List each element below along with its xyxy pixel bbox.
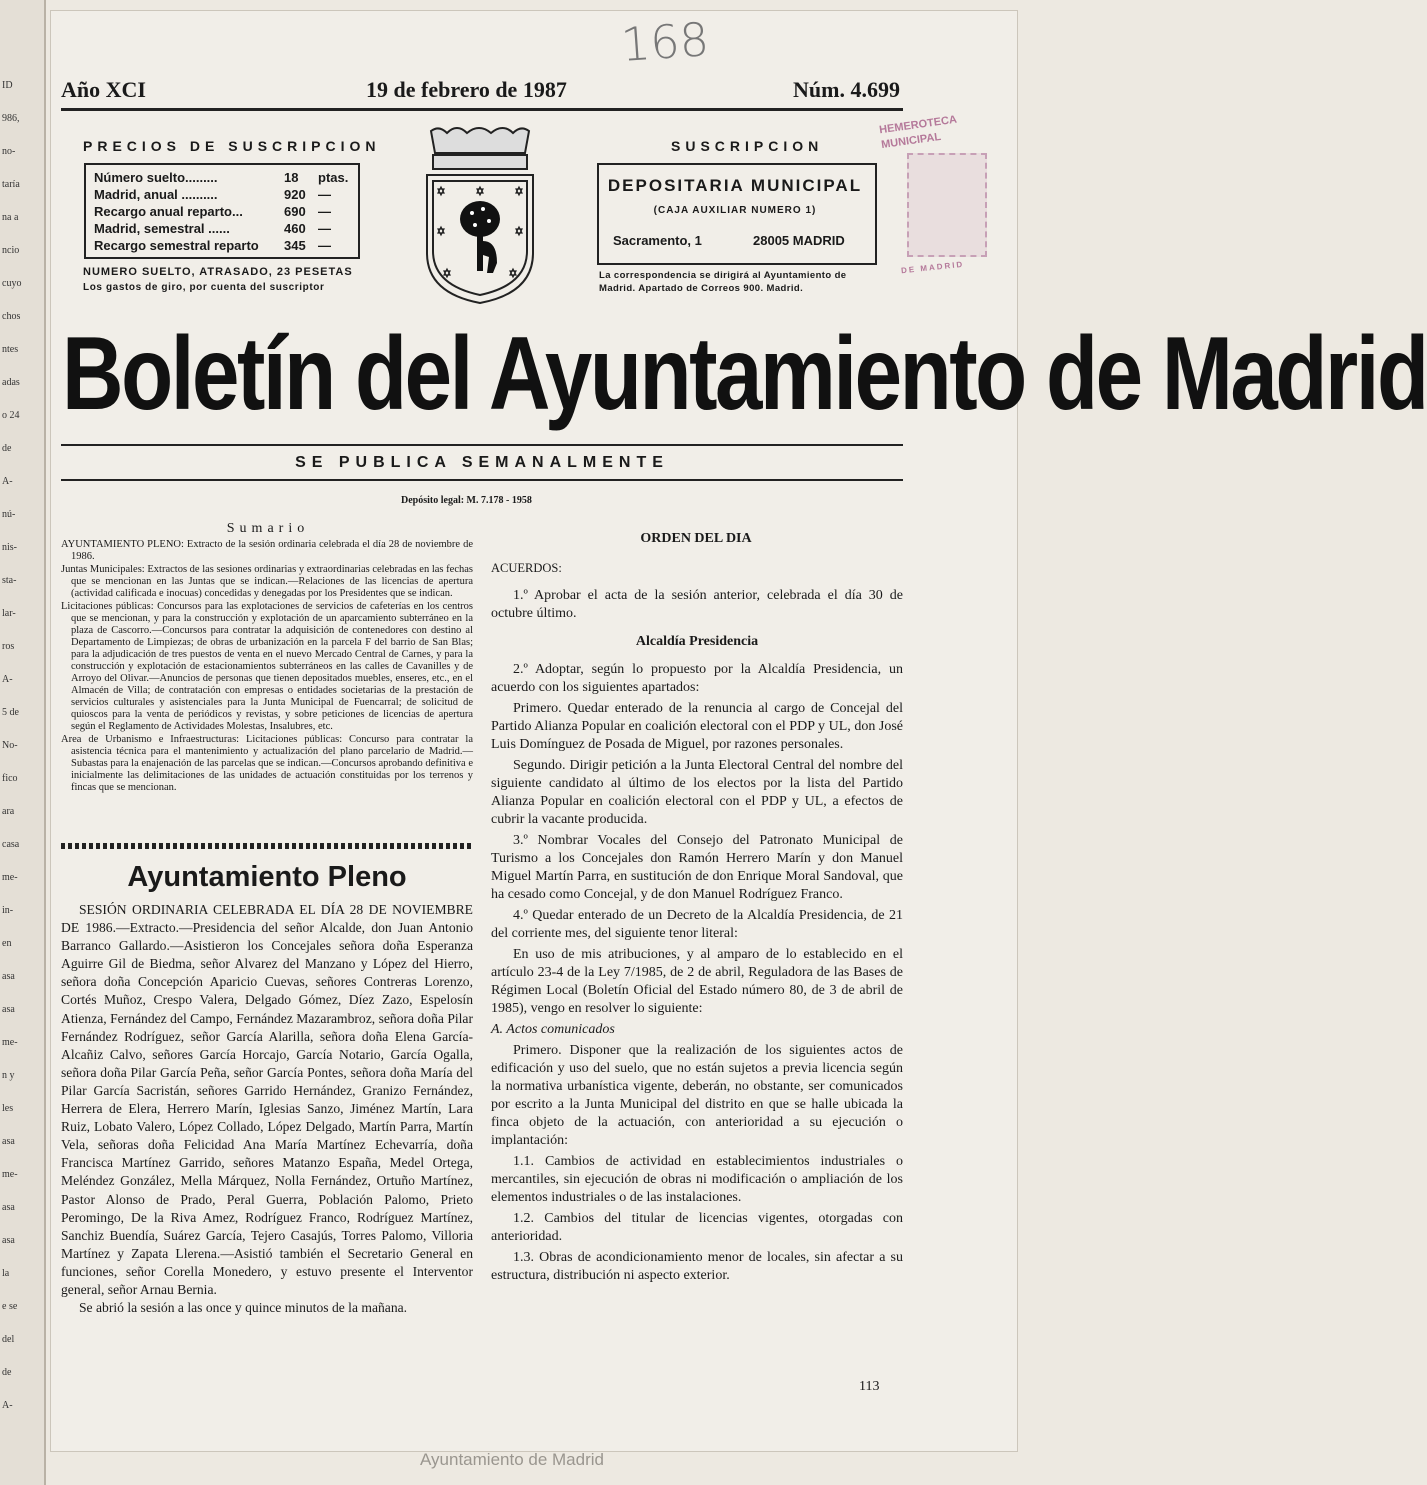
binding-fragment: asa: [2, 1235, 15, 1246]
price-value: 690: [284, 204, 306, 219]
price-unit: —: [318, 187, 331, 202]
binding-fragment: 986,: [2, 113, 20, 124]
tagline: SE PUBLICA SEMANALMENTE: [295, 454, 669, 471]
pleno-paragraph: SESIÓN ORDINARIA CELEBRADA EL DÍA 28 DE NOVIEMBRE DE 1986.—Extracto.—Presidencia del señor Alcalde, don Juan Antonio Barranco Gallardo.—Asistieron los Concejales señora doña Esperanza Aguirre Gil de Biedma, señor Alvarez del Manzano y López del Hierro, señora doña Concepción Aparicio Cuevas, señores Contreras Lorenzo, Cortés Muñoz, Crespo Valera, Delgado Gómez, Díez Zazo, Espelosín Atienza, Fernández del Campo, Fernández Mazarambroz, señora doña Pilar Fernández Rodríguez, señor García Alarilla, señora doña Elena García-Alcañiz Calvo, señores García Horcajo, García Notario, García Ogalla, señora doña Pilar García Peña, señor García Pontes, señora doña María del Pilar García Sacristán, señores Garrido Hernández, Granizo Fernández, Herrera de Elera, Herrero Marín, Iglesias Sanzo, Jiménez Martín, Lara Ruiz, Lobato Valero, López Collado, López Delgado, Martín Parra, Martín Vela, señoras doña Felicidad Ana María Martínez Echevarría, doña Francisca Martínez Garrido, señores Matanzo España, Medel Ortega, Meléndez González, Mella Márquez, Nolla Fernández, Ortuño Martínez, Pastor Alonso de Prado, Peral Guerra, Población Palomo, Prieto Peromingo, De la Riva Amez, Rodríguez Franco, Rodríguez Martínez, Sanchiz Buendía, Suárez García, Tejero Casajús, Torres Palomo, Villoria Martínez y Zapata Llerena.—Asistió también el Secretario General en funciones, señor Corella Monedero, y estuvo presente el Interventor general, señor Arnau Bernia.: [61, 902, 473, 1297]
summary-item: Juntas Municipales: Extractos de las sesiones ordinarias y extraordinarias celebradas en las fechas que se mencionan en las Juntas que se indican.—Relaciones de las licencias de apertura (actividad calificada e inocuas) concedidas y denegadas por los Presidentes que se indican.: [61, 564, 473, 599]
binding-fragment: me-: [2, 1169, 18, 1180]
price-value: 460: [284, 221, 306, 236]
binding-fragment: A-: [2, 476, 13, 487]
binding-fragment: ncio: [2, 245, 20, 256]
pleno-title: Ayuntamiento Pleno: [127, 861, 407, 893]
orden-paragraph: En uso de mis atribuciones, y al amparo de lo establecido en el artículo 23-4 de la Ley 7/1985, de 2 de abril, Reguladora de las Bases de Régimen Local (Boletín Oficial del Estado número 80, de 3 de abril de 1985), vengo en resolver lo siguiente:: [491, 947, 903, 1016]
price-label: Madrid, anual ..........: [94, 187, 218, 202]
binding-fragment: adas: [2, 377, 20, 388]
binding-fragment: A-: [2, 1400, 13, 1411]
masthead-rule-top: [61, 444, 903, 446]
price-row: [94, 169, 350, 186]
summary-item: Area de Urbanismo e Infraestructuras: Licitaciones públicas: Concurso para contratar la asistencia técnica para el mantenimiento y actualización del plano parcelario de Madrid.—Subastas para la enajenación de las parcelas que se indican.—Concursos aprobando definitiva e inicialmente las delimitaciones de las unidades de actuación constituidas por los terrenos y fincas que se mencionan.: [61, 734, 473, 793]
price-unit: —: [318, 238, 331, 253]
summary-item: Licitaciones públicas: Concursos para las explotaciones de servicios de cafeterías en los centros que se mencionan, y para la construcción y explotación de un aparcamiento subterráneo en la plaza de Cascorro.—Concursos para contratar la adquisición de contenedores con destino al Departamento de Limpiezas; de obras de urbanización en la parcela F del barrio de San Blas; para la adjudicación de tres puestos de venta en el nuevo Mercado Central de Carnes, y para la construcción y explotación de estacionamientos subterráneos en las calles de Cavanilles y de Arroyo del Olivar.—Anuncios de personas que tienen depositados muebles, enseres, etc., en el Almacén de Villa; de contratación con empresas o entidades societarias de la prestación de servicios culturales y asistenciales para la Junta Municipal de Fuencarral; de solicitud de quioscos para la venta de periódicos y revistas, y sobre peticiones de licencias de apertura según el Reglamento de Actividades Molestas, Insalubres, etc.: [61, 601, 473, 732]
binding-fragment: e se: [2, 1301, 18, 1312]
price-label: Número suelto.........: [94, 170, 218, 185]
binding-fragment: ID: [2, 80, 13, 91]
binding-fragment: A-: [2, 674, 13, 685]
binding-fragment: 5 de: [2, 707, 19, 718]
binding-fragment: de: [2, 1367, 12, 1378]
orden-paragraph: 1.º Aprobar el acta de la sesión anterior, celebrada el día 30 de octubre último.: [491, 588, 903, 621]
binding-fragment: casa: [2, 839, 20, 850]
binding-fragment: chos: [2, 311, 21, 322]
binding-fragment: lar-: [2, 608, 16, 619]
binding-fragment: asa: [2, 1136, 15, 1147]
binding-fragment: o 24: [2, 410, 20, 421]
header-rule: [61, 108, 903, 111]
binding-fragment: na a: [2, 212, 19, 223]
subscription-city: 28005 MADRID: [753, 233, 845, 248]
binding-fragment: me-: [2, 872, 18, 883]
orden-paragraph: Segundo. Dirigir petición a la Junta Electoral Central del nombre del siguiente candidato al último de los electos por la lista del Partido Alianza Popular en coalición electoral con el PDP y UL, a efectos de cubrir la vacante producida.: [491, 758, 903, 827]
orden-body: [491, 587, 903, 1288]
orden-paragraph: 1.1. Cambios de actividad en establecimientos industriales o mercantiles, sin ejecución de obras ni modificación o ampliación de los elementos industriales o de las instalaciones.: [491, 1154, 903, 1205]
summary-title: Sumario: [226, 521, 310, 536]
binding-fragment: nis-: [2, 542, 17, 553]
price-label: Madrid, semestral ......: [94, 221, 230, 236]
masthead-rule-bottom: [61, 479, 903, 481]
page-number: 113: [859, 1379, 880, 1394]
binding-fragment: sta-: [2, 575, 17, 586]
prices-note-fees: Los gastos de giro, por cuenta del suscriptor: [83, 282, 325, 293]
binding-fragment: in-: [2, 905, 14, 916]
subscription-box: [597, 163, 877, 265]
binding-fragment: ntes: [2, 344, 19, 355]
price-row: [94, 237, 350, 254]
orden-paragraph: 1.3. Obras de acondicionamiento menor de locales, sin afectar a su estructura, distribución ni aspecto exterior.: [491, 1250, 903, 1283]
masthead-title: Boletín del Ayuntamiento de Madrid: [62, 316, 1427, 432]
binding-margin: [0, 0, 46, 1485]
handwritten-number: 168: [619, 12, 711, 72]
binding-fragment: del: [2, 1334, 15, 1345]
orden-paragraph: Primero. Quedar enterado de la renuncia al cargo de Concejal del Partido Alianza Popular en coalición electoral con el PDP y UL, don José Luis Domínguez de Posada de Miguel, por razones personales.: [491, 701, 903, 752]
madrid-coat-of-arms-icon: [417, 123, 543, 305]
price-unit: —: [318, 204, 331, 219]
orden-acuerdos: ACUERDOS:: [491, 561, 562, 575]
subscription-note: La correspondencia se dirigirá al Ayuntamiento de Madrid. Apartado de Correos 900. Madrid.: [599, 270, 847, 294]
binding-fragment: de: [2, 443, 12, 454]
binding-fragment: n y: [2, 1070, 15, 1081]
issue-number: Núm. 4.699: [793, 77, 900, 102]
summary-list: [61, 539, 473, 795]
price-unit: —: [318, 221, 331, 236]
price-value: 920: [284, 187, 306, 202]
price-row: [94, 186, 350, 203]
binding-fragment: asa: [2, 1202, 15, 1213]
price-value: 18: [284, 170, 299, 185]
price-label: Recargo semestral reparto: [94, 238, 259, 253]
price-unit: ptas.: [318, 170, 349, 185]
orden-paragraph: 2.º Adoptar, según lo propuesto por la Alcaldía Presidencia, un acuerdo con los siguientes apartados:: [491, 662, 903, 695]
orden-title: ORDEN DEL DIA: [640, 531, 752, 546]
binding-fragment: ara: [2, 806, 15, 817]
subscription-address: Sacramento, 1: [613, 233, 702, 248]
prices-note-back-issue: NUMERO SUELTO, ATRASADO, 23 PESETAS: [83, 266, 353, 278]
footer-watermark: Ayuntamiento de Madrid: [420, 1450, 604, 1469]
stamp-line-1: HEMEROTECA: [878, 113, 958, 137]
binding-fragment: cuyo: [2, 278, 22, 289]
deposito-legal: Depósito legal: M. 7.178 - 1958: [401, 495, 532, 506]
binding-fragment: No-: [2, 740, 18, 751]
summary-item: AYUNTAMIENTO PLENO: Extracto de la sesión ordinaria celebrada el día 28 de noviembre de 1986.: [61, 539, 473, 562]
stamp-line-3: DE MADRID: [900, 259, 965, 276]
binding-fragment: en: [2, 938, 12, 949]
orden-paragraph: Primero. Disponer que la realización de los siguientes actos de edificación y uso del suelo, que no están sujetos a previa licencia según la normativa urbanística vigente, deberán, no obstante, ser comunicados por escrito a la Junta Municipal del distrito en que se halle ubicada la finca objeto de la actuación, con anterioridad a su ejecución o implantación:: [491, 1043, 903, 1148]
binding-fragment: les: [2, 1103, 14, 1114]
binding-fragment: no-: [2, 146, 16, 157]
issue-date: 19 de febrero de 1987: [366, 77, 567, 102]
orden-section-heading: Alcaldía Presidencia: [635, 634, 759, 649]
orden-paragraph: 1.2. Cambios del titular de licencias vigentes, otorgadas con anterioridad.: [491, 1211, 903, 1244]
binding-fragment: taría: [2, 179, 20, 190]
binding-fragment: fico: [2, 773, 18, 784]
wavy-divider: [61, 843, 473, 849]
subscription-title: SUSCRIPCION: [671, 138, 824, 154]
pleno-paragraph: Se abrió la sesión a las once y quince minutos de la mañana.: [79, 1300, 408, 1316]
price-row: [94, 203, 350, 220]
stamp-line-2: MUNICIPAL: [880, 130, 942, 152]
binding-fragment: me-: [2, 1037, 18, 1048]
prices-title: PRECIOS DE SUSCRIPCION: [83, 138, 381, 154]
binding-fragment: nú-: [2, 509, 16, 520]
newspaper-page: [50, 10, 1427, 1452]
orden-subheading: A. Actos comunicados: [491, 1022, 615, 1037]
price-label: Recargo anual reparto...: [94, 204, 243, 219]
pleno-body: [61, 901, 473, 1317]
prices-table: [84, 163, 360, 259]
subscription-sub: (CAJA AUXILIAR NUMERO 1): [653, 205, 817, 216]
issue-year: Año XCI: [61, 77, 146, 102]
stamp-seal: [907, 153, 987, 257]
subscription-office: DEPOSITARIA MUNICIPAL: [607, 176, 863, 195]
orden-paragraph: 4.º Quedar enterado de un Decreto de la Alcaldía Presidencia, de 21 del corriente mes, del siguiente tenor literal:: [491, 908, 903, 941]
binding-fragment: ros: [2, 641, 15, 652]
binding-fragment: la: [2, 1268, 10, 1279]
price-row: [94, 220, 350, 237]
binding-fragment: asa: [2, 971, 15, 982]
orden-paragraph: 3.º Nombrar Vocales del Consejo del Patronato Municipal de Turismo a los Concejales don Ramón Herrero Marín y don Manuel Miguel Martín Parra, en sustitución de don Enrique Moral Sandoval, que ha cesado como Concejal, y de don Manuel Rodríguez Franco.: [491, 833, 903, 902]
price-value: 345: [284, 238, 306, 253]
binding-fragment: asa: [2, 1004, 15, 1015]
